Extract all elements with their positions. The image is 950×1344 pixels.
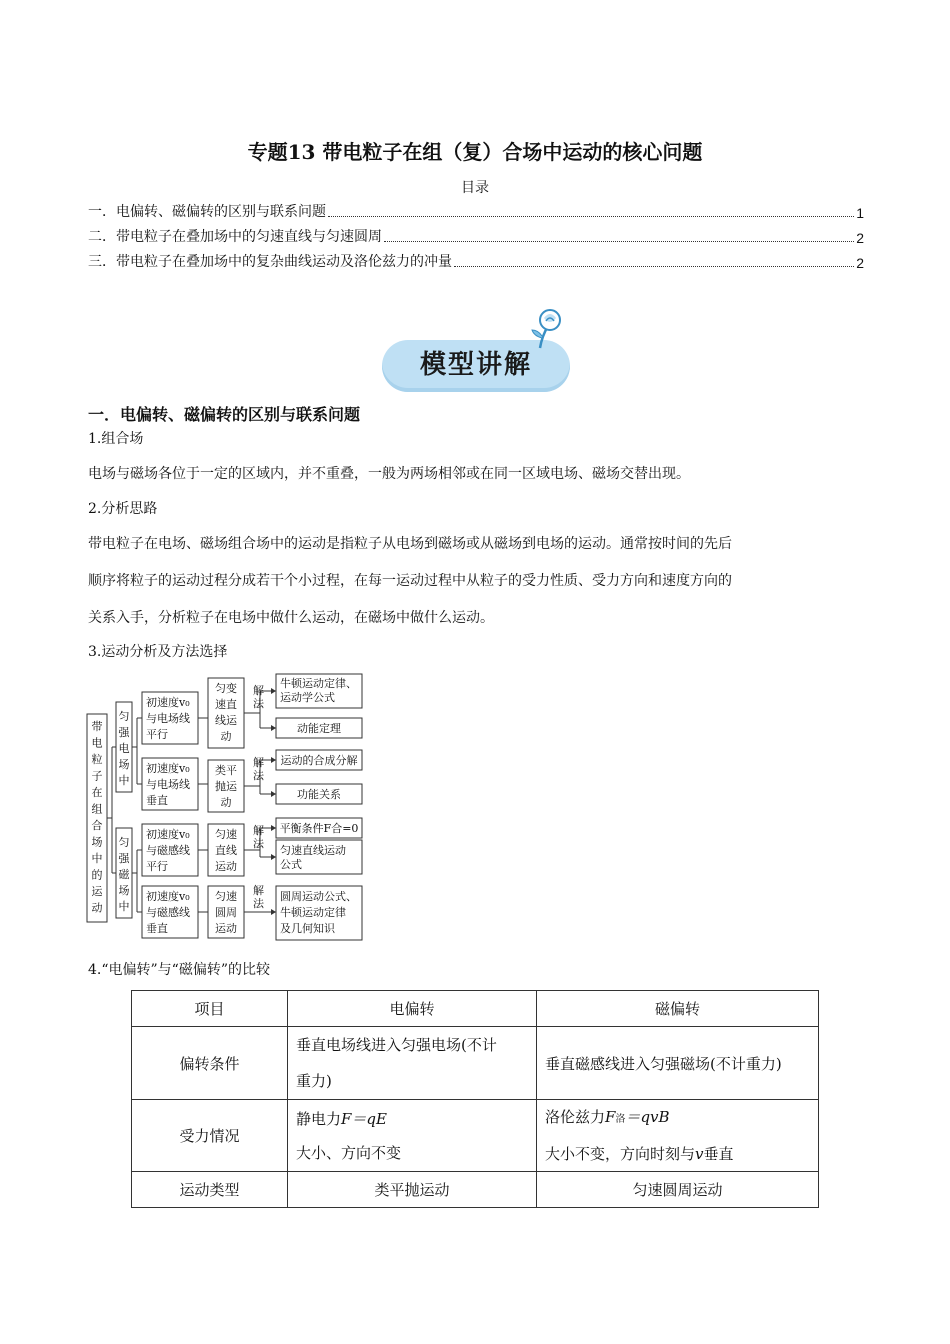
paragraph-line-1: 带电粒子在电场、磁场组合场中的运动是指粒子从电场到磁场或从磁场到电场的运动。通常按时间的先后 <box>88 536 732 552</box>
formula: v <box>695 1145 704 1163</box>
row-label: 偏转条件 <box>132 1027 288 1100</box>
table-header-cell: 项目 <box>132 991 288 1027</box>
diagram-method-3b: 公式 <box>280 858 302 871</box>
table-cell: 垂直磁感线进入匀强磁场(不计重力) <box>537 1027 819 1100</box>
diagram-condition-4: 初速度v₀ <box>146 890 190 903</box>
diagram-root-label: 的 <box>91 868 103 882</box>
toc-heading: 目录 <box>461 180 489 196</box>
diagram-method-2b: 功能关系 <box>297 788 341 801</box>
diagram-condition-1: 与电场线 <box>146 712 190 725</box>
table-cell: 匀速圆周运动 <box>537 1172 819 1208</box>
diagram-motion-4: 运动 <box>215 922 237 935</box>
toc-item-3[interactable] <box>88 251 864 271</box>
diagram-root-label: 带 <box>91 720 103 733</box>
subheading-method: 3.运动分析及方法选择 <box>88 644 228 660</box>
comparison-table <box>131 990 819 1208</box>
page-title: 专题13 带电粒子在组（复）合场中运动的核心问题 <box>247 140 703 164</box>
diagram-condition-4: 垂直 <box>146 922 168 935</box>
diagram-condition-3: 平行 <box>146 860 168 873</box>
diagram-motion-1: 动 <box>220 730 232 743</box>
table-cell <box>537 1100 819 1172</box>
cell-line: 重力) <box>296 1072 332 1090</box>
diagram-root-label: 合 <box>91 819 103 832</box>
diagram-method-label: 法 <box>253 837 264 850</box>
diagram-root-label: 运 <box>91 885 103 898</box>
diagram-field-magnetic: 场 <box>118 884 130 897</box>
table-header-cell: 电偏转 <box>288 991 537 1027</box>
diagram-method-label: 法 <box>253 769 264 782</box>
cell-text: 垂直 <box>703 1145 734 1163</box>
diagram-method-label: 法 <box>253 697 264 710</box>
toc-leader <box>328 215 854 217</box>
diagram-condition-2: 初速度v₀ <box>146 762 190 775</box>
section-banner <box>378 306 578 394</box>
toc-item-page: 2 <box>856 255 864 271</box>
diagram-method-2a: 运动的合成分解 <box>280 754 358 767</box>
diagram-motion-1: 匀变 <box>215 682 237 695</box>
diagram-field-electric: 强 <box>118 726 130 739</box>
diagram-root-label: 子 <box>91 769 103 783</box>
cell-line: 大小、方向不变 <box>296 1143 402 1162</box>
paragraph-line-3: 关系入手，分析粒子在电场中做什么运动，在磁场中做什么运动。 <box>88 610 494 626</box>
diagram-root-label: 中 <box>91 852 103 865</box>
cell-line <box>545 1100 810 1137</box>
diagram-condition-1: 初速度v₀ <box>146 696 190 709</box>
motion-analysis-diagram <box>86 672 368 944</box>
diagram-field-electric: 场 <box>118 758 130 771</box>
diagram-method-label: 解 <box>253 684 264 697</box>
diagram-field-electric: 电 <box>118 742 130 755</box>
toc-item-label: 三．带电粒子在叠加场中的复杂曲线运动及洛伦兹力的冲量 <box>88 254 452 270</box>
diagram-method-label: 解 <box>253 884 264 897</box>
diagram-condition-1: 平行 <box>146 728 168 741</box>
diagram-root-label: 动 <box>91 901 103 915</box>
cell-text: 静电力 <box>296 1109 342 1128</box>
diagram-field-electric: 匀 <box>118 710 130 723</box>
paragraph-line-2: 顺序将粒子的运动过程分成若干个小过程，在每一运动过程中从粒子的受力性质、受力方向和速度方向的 <box>88 573 732 589</box>
toc-leader <box>454 265 854 267</box>
diagram-method-4: 圆周运动公式、 <box>280 890 357 903</box>
section-heading-1: 一．电偏转、磁偏转的区别与联系问题 <box>88 405 361 424</box>
toc-item-label: 一．电偏转、磁偏转的区别与联系问题 <box>88 204 326 220</box>
diagram-motion-2: 动 <box>220 796 232 809</box>
diagram-method-4: 牛顿运动定律 <box>280 906 346 919</box>
diagram-method-label: 法 <box>253 897 264 910</box>
diagram-motion-4: 圆周 <box>215 906 237 919</box>
diagram-field-magnetic: 匀 <box>118 836 130 849</box>
diagram-field-magnetic: 中 <box>118 900 130 913</box>
table-header-cell: 磁偏转 <box>537 991 819 1027</box>
diagram-motion-3: 直线 <box>215 844 237 857</box>
diagram-field-magnetic: 强 <box>118 852 130 865</box>
diagram-condition-2: 垂直 <box>146 794 168 807</box>
diagram-root-label: 组 <box>91 802 103 816</box>
diagram-method-1a: 牛顿运动定律、 <box>280 677 357 690</box>
flowchart <box>86 672 368 944</box>
diagram-root-label: 粒 <box>91 753 103 766</box>
table-row <box>132 1172 819 1208</box>
diagram-method-label: 解 <box>253 824 264 837</box>
toc-leader <box>384 240 854 242</box>
diagram-condition-2: 与电场线 <box>146 778 190 791</box>
paragraph-combined-field: 电场与磁场各位于一定的区域内，并不重叠，一般为两场相邻或在同一区域电场、磁场交替出现。 <box>88 466 690 482</box>
diagram-condition-3: 初速度v₀ <box>146 828 190 841</box>
diagram-motion-4: 匀速 <box>215 890 237 903</box>
table-header-row <box>132 991 819 1027</box>
cell-line: 垂直电场线进入匀强电场(不计 <box>296 1036 497 1054</box>
toc-item-label: 二．带电粒子在叠加场中的匀速直线与匀速圆周 <box>88 229 382 245</box>
diagram-method-4: 及几何知识 <box>280 922 335 935</box>
cell-line <box>545 1137 810 1171</box>
diagram-motion-1: 速直 <box>215 698 237 711</box>
diagram-root-label: 在 <box>91 786 103 799</box>
table-row <box>132 1100 819 1172</box>
subheading-analysis: 2.分析思路 <box>88 501 158 517</box>
row-label: 运动类型 <box>132 1172 288 1208</box>
formula: F＝qE <box>341 1109 387 1128</box>
diagram-condition-4: 与磁感线 <box>146 906 190 919</box>
toc-item-page: 2 <box>856 230 864 246</box>
cell-line <box>296 1102 528 1136</box>
table-cell <box>288 1100 537 1172</box>
subheading-comparison: 4.“电偏转”与“磁偏转”的比较 <box>88 962 270 978</box>
diagram-method-label: 解 <box>253 756 264 769</box>
diagram-motion-2: 抛运 <box>215 780 237 793</box>
table-cell: 类平抛运动 <box>288 1172 537 1208</box>
flower-icon <box>528 306 568 350</box>
diagram-method-3b: 匀速直线运动 <box>280 844 346 857</box>
row-label: 受力情况 <box>132 1100 288 1172</box>
diagram-motion-1: 线运 <box>215 714 237 727</box>
diagram-motion-3: 匀速 <box>215 828 237 841</box>
diagram-method-1a: 运动学公式 <box>280 691 335 704</box>
diagram-root-label: 电 <box>91 736 103 750</box>
banner-text: 模型讲解 <box>419 350 532 380</box>
subheading-combined-field: 1.组合场 <box>88 431 144 447</box>
diagram-method-1b: 动能定理 <box>297 722 341 735</box>
diagram-method-3a: 平衡条件F合=0 <box>279 822 359 835</box>
cell-text: 大小不变，方向时刻与 <box>545 1145 696 1163</box>
cell-text: 洛伦兹力 <box>545 1108 606 1126</box>
toc-item-2[interactable] <box>88 226 864 246</box>
table-cell <box>288 1027 537 1100</box>
diagram-motion-3: 运动 <box>215 860 237 873</box>
diagram-field-electric: 中 <box>118 774 130 787</box>
formula: ＝qvB <box>625 1108 670 1126</box>
formula: F <box>605 1108 616 1126</box>
diagram-motion-2: 类平 <box>215 764 237 777</box>
diagram-field-magnetic: 磁 <box>118 868 130 881</box>
toc-item-1[interactable] <box>88 201 864 221</box>
formula-subscript: 洛 <box>615 1114 626 1125</box>
toc-item-page: 1 <box>856 205 864 221</box>
diagram-condition-3: 与磁感线 <box>146 844 190 857</box>
diagram-root-label: 场 <box>91 835 103 849</box>
table-row <box>132 1027 819 1100</box>
